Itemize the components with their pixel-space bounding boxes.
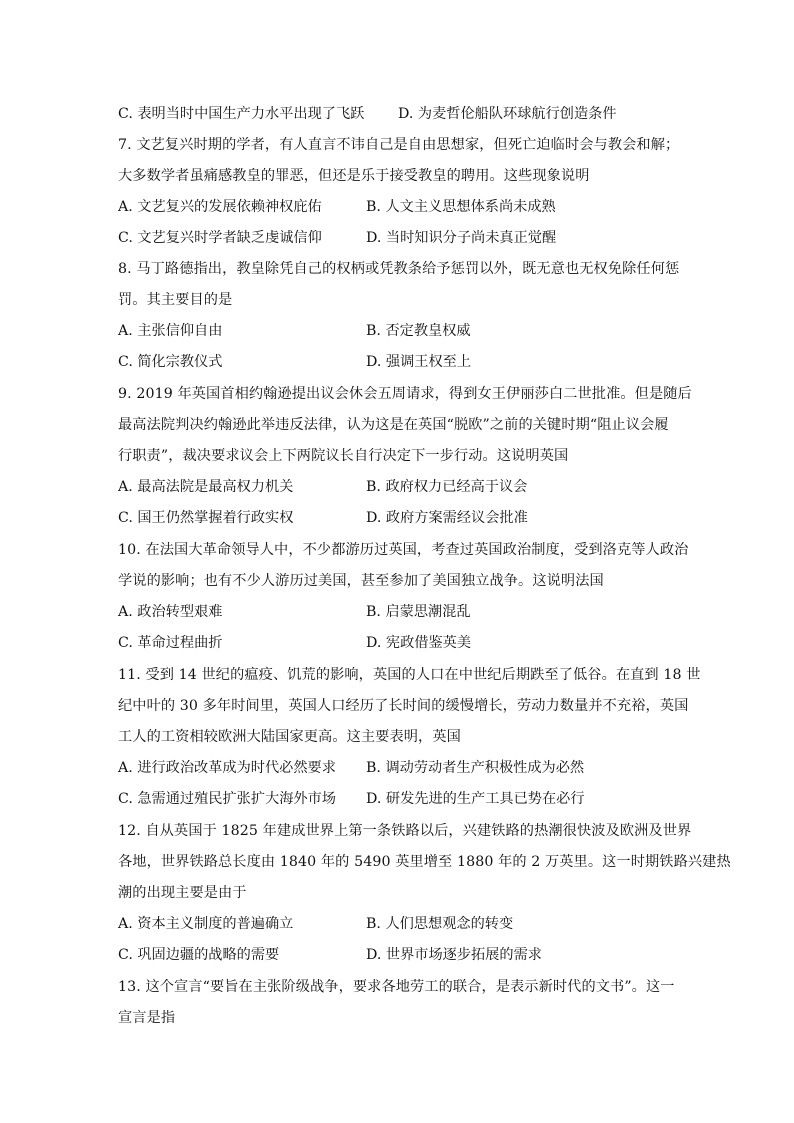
option-10c: C. 革命过程曲折 bbox=[118, 635, 223, 651]
option-7a: A. 文艺复兴的发展依赖神权庇佑 bbox=[118, 199, 322, 215]
question-7-line-2: 大多数学者虽痛感教皇的罪恶，但还是乐于接受教皇的聘用。这些现象说明 bbox=[118, 168, 590, 184]
question-12-options-cd bbox=[118, 945, 684, 965]
option-11a: A. 进行政治改革成为时代必然要求 bbox=[118, 760, 336, 776]
question-9-options-ab bbox=[118, 477, 684, 497]
option-7b: B. 人文主义思想体系尚未成熟 bbox=[366, 199, 556, 215]
question-10-options-cd bbox=[118, 633, 684, 653]
option-12a: A. 资本主义制度的普遍确立 bbox=[118, 916, 294, 932]
question-11-line-2: 纪中叶的 30 多年时间里，英国人口经历了长时间的缓慢增长，劳动力数量并不充裕，英国 bbox=[118, 698, 689, 714]
option-12b: B. 人们思想观念的转变 bbox=[366, 916, 514, 932]
question-12-options-ab bbox=[118, 914, 684, 934]
question-8-options-cd bbox=[118, 352, 684, 372]
question-7-options-ab bbox=[118, 197, 684, 217]
option-8b: B. 否定教皇权威 bbox=[366, 323, 471, 339]
option-7c: C. 文艺复兴时学者缺乏虔诚信仰 bbox=[118, 230, 322, 246]
option-8d: D. 强调王权至上 bbox=[366, 354, 472, 370]
question-9-line-3: 行职责”，裁决要求议会上下两院议长自行决定下一步行动。这说明英国 bbox=[118, 448, 569, 464]
option-7d: D. 当时知识分子尚未真正觉醒 bbox=[366, 230, 557, 246]
question-13-line-2: 宣言是指 bbox=[118, 1010, 176, 1026]
option-8c: C. 简化宗教仪式 bbox=[118, 354, 223, 370]
option-9a: A. 最高法院是最高权力机关 bbox=[118, 479, 294, 495]
question-8-line-2: 罚。其主要目的是 bbox=[118, 292, 233, 308]
option-10d: D. 宪政借鉴英美 bbox=[366, 635, 472, 651]
question-7-options-cd bbox=[118, 228, 684, 248]
question-10-options-ab bbox=[118, 602, 684, 622]
option-11b: B. 调动劳动者生产积极性成为必然 bbox=[366, 760, 585, 776]
question-10-line-1: 10. 在法国大革命领导人中，不少都游历过英国，考查过英国政治制度，受到洛克等人政治 bbox=[118, 542, 689, 558]
option-12d: D. 世界市场逐步拓展的需求 bbox=[366, 947, 542, 963]
option-8a: A. 主张信仰自由 bbox=[118, 323, 223, 339]
question-12-line-1: 12. 自从英国于 1825 年建成世界上第一条铁路以后，兴建铁路的热潮很快波及欧洲及世界 bbox=[118, 823, 692, 839]
question-9-line-2: 最高法院判决约翰逊此举违反法律，认为这是在英国“脱欧”之前的关键时期“阻止议会履 bbox=[118, 417, 669, 433]
option-10b: B. 启蒙思潮混乱 bbox=[366, 604, 471, 620]
question-11-line-1: 11. 受到 14 世纪的瘟疫、饥荒的影响，英国的人口在中世纪后期跌至了低谷。在直到 18 世 bbox=[118, 667, 701, 683]
option-10a: A. 政治转型艰难 bbox=[118, 604, 223, 620]
option-9c: C. 国王仍然掌握着行政实权 bbox=[118, 510, 294, 526]
question-12-line-2: 各地，世界铁路总长度由 1840 年的 5490 英里增至 1880 年的 2 万英里。这一时期铁路兴建热 bbox=[118, 854, 731, 870]
option-11d: D. 研发先进的生产工具已势在必行 bbox=[366, 791, 585, 807]
question-9-options-cd bbox=[118, 508, 684, 528]
option-9b: B. 政府权力已经高于议会 bbox=[366, 479, 528, 495]
question-9-line-1: 9. 2019 年英国首相约翰逊提出议会休会五周请求，得到女王伊丽莎白二世批准。但是随后 bbox=[118, 386, 692, 402]
question-12-line-3: 潮的出现主要是由于 bbox=[118, 885, 247, 901]
option-12c: C. 巩固边疆的战略的需要 bbox=[118, 947, 280, 963]
question-6-options-cd bbox=[118, 104, 684, 124]
option-6d: D. 为麦哲伦船队环球航行创造条件 bbox=[398, 106, 617, 122]
question-11-options-ab bbox=[118, 758, 684, 778]
question-7-line-1: 7. 文艺复兴时期的学者，有人直言不讳自己是自由思想家，但死亡迫临时会与教会和解； bbox=[118, 137, 680, 153]
question-8-line-1: 8. 马丁路德指出，教皇除凭自己的权柄或凭教条给予惩罚以外，既无意也无权免除任何惩 bbox=[118, 261, 680, 277]
question-11-line-3: 工人的工资相较欧洲大陆国家更高。这主要表明，英国 bbox=[118, 729, 461, 745]
option-6c: C. 表明当时中国生产力水平出现了飞跃 bbox=[118, 106, 365, 122]
question-10-line-2: 学说的影响；也有不少人游历过美国，甚至参加了美国独立战争。这说明法国 bbox=[118, 573, 604, 589]
question-8-options-ab bbox=[118, 321, 684, 341]
option-11c: C. 急需通过殖民扩张扩大海外市场 bbox=[118, 791, 336, 807]
option-9d: D. 政府方案需经议会批准 bbox=[366, 510, 528, 526]
question-11-options-cd bbox=[118, 789, 684, 809]
question-13-line-1: 13. 这个宣言“要旨在主张阶级战争，要求各地劳工的联合，是表示新时代的文书”。这一 bbox=[118, 979, 675, 995]
